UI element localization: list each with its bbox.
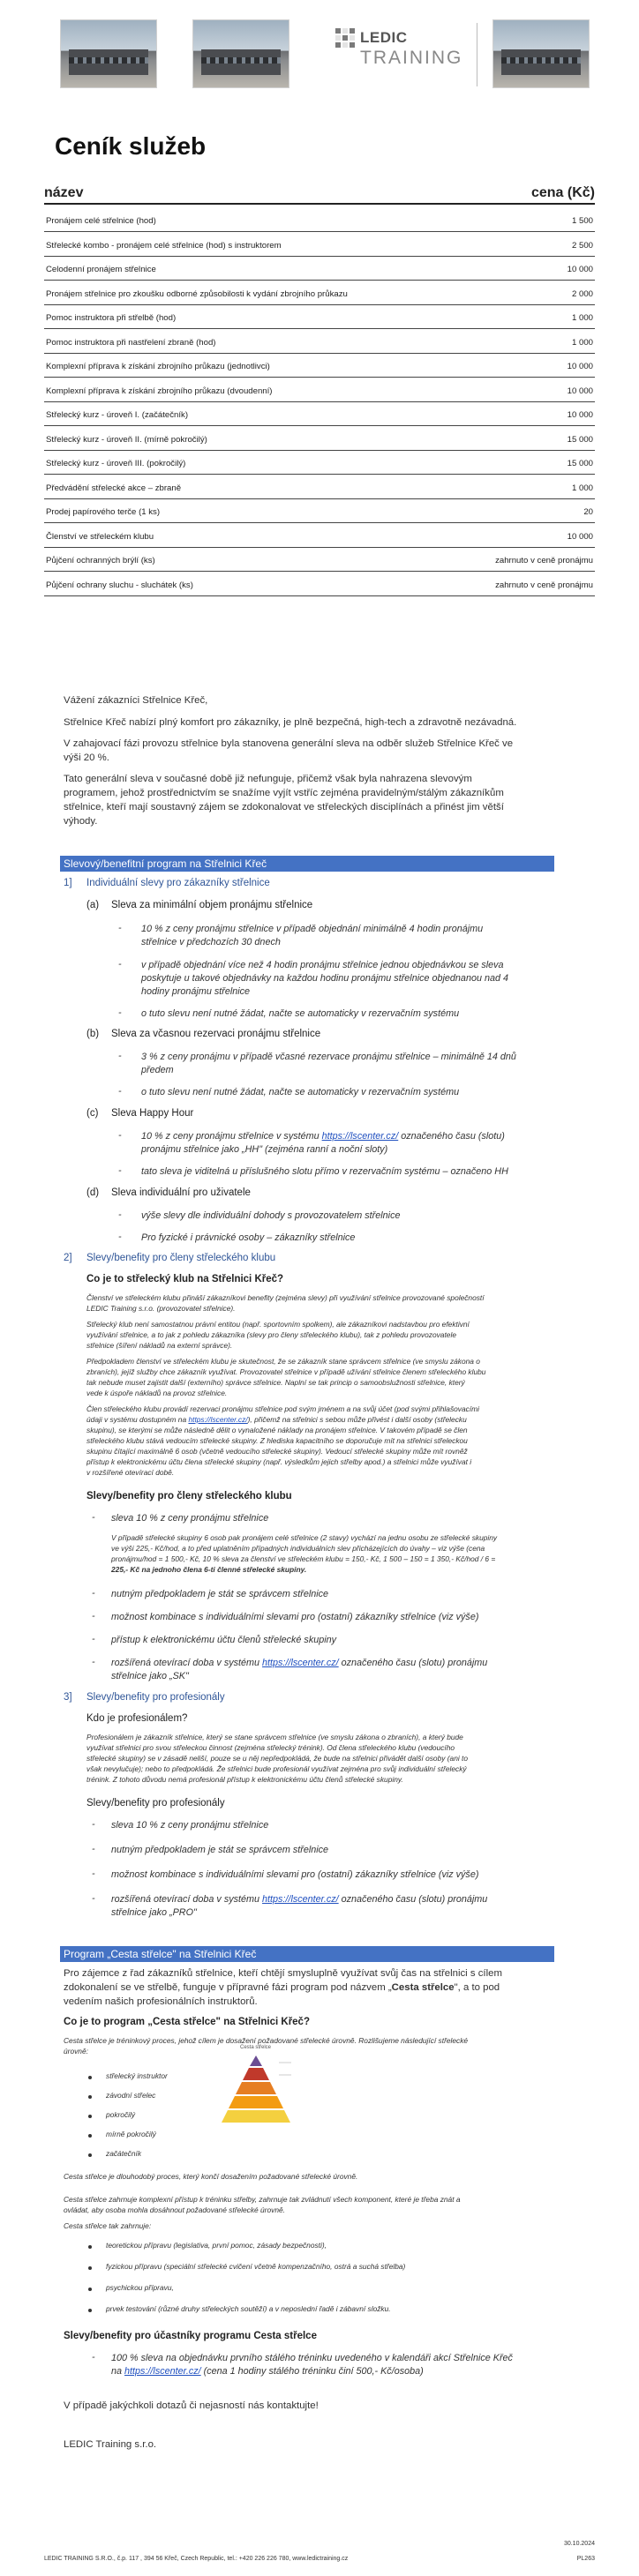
cesta-intro-2-post: ", a to pod — [454, 1982, 500, 1993]
cesta-intro-2-pre: zdokonalení se ve střelbě, funguje v přípravné fázi program pod názvem „ — [64, 1982, 392, 1993]
price-table-row — [44, 402, 595, 426]
price-row-name: Střelecký kurz - úroveň III. (pokročilý) — [46, 459, 186, 468]
section-1-title: Individuální slevy pro zákazníky střelnice — [86, 878, 270, 888]
price-table-row — [44, 573, 595, 596]
cs1-line-1: 100 % sleva na objednávku prvního stálého tréninku uvedeného v kalendáři akcí Střelnice Křeč — [111, 2353, 513, 2363]
club-text-11-pre: údaji v systému dostupném na — [86, 1415, 189, 1424]
pb1-line: sleva 10 % z ceny pronájmu střelnice — [111, 1820, 269, 1831]
bullet-icon — [88, 2095, 92, 2099]
cesta-text-3: Cesta střelce je dlouhodobý proces, který končí dosažením požadované střelecké úrovně. — [64, 2172, 358, 2181]
cb5-text-pre: rozšířená otevírací doba v systému — [111, 1658, 263, 1668]
bullet-icon — [88, 2153, 92, 2157]
subsection-a-title: Sleva za minimální objem pronájmu střelnice — [111, 900, 313, 910]
pb4-line-1 — [111, 1893, 487, 1906]
cesta-component-item: teoretickou přípravu (legislativa, první pomoc, zásady bezpečnosti), — [106, 2241, 327, 2250]
subsection-d-title: Sleva individuální pro uživatele — [111, 1187, 251, 1198]
club-text-9: vede k úspoře nákladů na provoz střelnice. — [86, 1389, 228, 1397]
dash-c2: - — [118, 1165, 122, 1176]
letter-paragraph-3-line-1: Tato generální sleva v současné době již nefunguje, přičemž však byla nahrazena slevovým — [64, 774, 472, 784]
club-text-8: tak nebude muset zajistit další (externího) správce střelnice. Naplní se tak princip o samoobslužnosti střelnice, který — [86, 1378, 465, 1387]
footer-date: 30.10.2024 — [563, 2541, 595, 2547]
price-row-name: Členství ve střeleckém klubu — [46, 531, 154, 542]
b1-line-1: 3 % z ceny pronájmu v případě včasné rezervace pronájmu střelnice – minimálně 14 dnů — [141, 1052, 516, 1062]
price-row-name: Prodej papírového terče (1 ks) — [46, 507, 161, 517]
price-row-price: 1 000 — [571, 313, 593, 323]
price-table-row — [44, 476, 595, 499]
cesta-benefits-title: Slevy/benefity pro účastníky programu Cesta střelce — [64, 2331, 317, 2341]
pro-benefits-title: Slevy/benefity pro profesionály — [86, 1798, 225, 1808]
club-text-4: využívání střelnice, a to jak z pohledu zákazníka (slevy pro členy střeleckého klubu), tak z pohledu provozovatele — [86, 1330, 456, 1339]
price-row-name: Půjčení ochranných brýlí (ks) — [46, 556, 155, 565]
cesta-component-item: prvek testování (různé druhy střeleckých soutěží) a v neposlední řadě i zábavní složku. — [106, 2304, 391, 2313]
price-row-price: 10 000 — [567, 362, 593, 371]
price-table-row — [44, 427, 595, 451]
section-bar-cesta-strelce: Program „Cesta střelce" na Střelnici Křeč — [60, 1946, 554, 1962]
a2-line-3: hodiny pronájmu střelnice — [141, 986, 251, 997]
cesta-level-item: závodní střelec — [106, 2091, 156, 2100]
price-table-col-name: název — [44, 185, 84, 200]
price-row-name: Půjčení ochrany sluchu - sluchátek (ks) — [46, 580, 193, 590]
cesta-text-4: Cesta střelce zahrnuje komplexní přístup k tréninku střelby, zahrnuje tak zvládnutí všech komponent, které je třeba znát a — [64, 2195, 461, 2204]
dash-pb2: - — [92, 1844, 95, 1854]
section-2-title: Slevy/benefity pro členy střeleckého klubu — [86, 1253, 276, 1263]
cb3-line: možnost kombinace s individuálními slevami pro (ostatní) zákazníky střelnice (viz výše) — [111, 1612, 479, 1622]
club-text-14: skupinu čítající maximálně 6 osob (včetně vedoucího střelecké skupiny). Vedoucí střelecké skupiny může mít rovněž — [86, 1447, 468, 1456]
price-row-price: 10 000 — [567, 410, 593, 420]
price-row-price: 15 000 — [567, 434, 593, 445]
club-text-6: Předpokladem členství ve střeleckém klubu je skutečnost, že se zákazník stane správcem střelnice (ve smyslu zákona o — [86, 1357, 480, 1366]
price-row-name: Pronájem střelnice pro zkoušku odborné způsobilosti k vydání zbrojního průkazu — [46, 288, 348, 299]
price-row-name: Střelecký kurz - úroveň I. (začátečník) — [46, 410, 189, 420]
club-text-12: skupinu), se kterými se může následně dělit o vynaložené náklady na pronájem střelnice. V takovém případě se člen — [86, 1426, 468, 1434]
cesta-question: Co je to program „Cesta střelce" na Střelnici Křeč? — [64, 2017, 310, 2027]
price-table-row — [44, 330, 595, 354]
price-row-name: Pomoc instruktora při nastřelení zbraně (hod) — [46, 337, 216, 348]
price-row-price: 10 000 — [567, 265, 593, 274]
price-row-price: 15 000 — [567, 459, 593, 468]
price-row-price: 1 000 — [571, 337, 593, 348]
subsection-d-label: (d) — [86, 1187, 100, 1198]
c1-line-2: pronájmu střelnice jako „HH" (zejména ranní a noční sloty) — [141, 1144, 388, 1155]
price-row-price: 20 — [583, 507, 593, 517]
section-2-number: 2] — [64, 1253, 72, 1263]
c1-line-1 — [141, 1130, 505, 1142]
bullet-icon — [88, 2134, 92, 2138]
price-table-row — [44, 548, 595, 572]
price-row-name: Komplexní příprava k získání zbrojního průkazu (jednotlivci) — [46, 362, 270, 371]
dash-b2: - — [118, 1086, 122, 1097]
bullet-icon — [88, 2288, 92, 2291]
club-text-16: v rozšířené otevírací době. — [86, 1468, 175, 1477]
section-3-title: Slevy/benefity pro profesionály — [86, 1692, 225, 1703]
cs1-line-2 — [111, 2365, 424, 2378]
section-1-number: 1] — [64, 878, 72, 888]
price-table-row — [44, 378, 595, 402]
footer-code: PL263 — [576, 2556, 595, 2562]
letter-greeting: Vážení zákazníci Střelnice Křeč, — [64, 695, 208, 706]
letter-paragraph-3-line-3: střelnice, kteří mají soustavný zájem se zdokonalovat ve střeleckých disciplínách a přinést jim větší — [64, 802, 504, 812]
club-question: Co je to střelecký klub na Střelnici Křeč? — [86, 1274, 284, 1284]
pro-text-1: Profesionálem je zákazník střelnice, který se stane správcem střelnice (ve smyslu zákona o zbraních), a který bude — [86, 1733, 463, 1741]
price-table-row — [44, 233, 595, 257]
c2-line: tato sleva je viditelná u příslušného slotu přímo v rezervačním systému – označeno HH — [141, 1166, 508, 1177]
section-3-number: 3] — [64, 1692, 72, 1703]
subsection-c-label: (c) — [86, 1108, 99, 1119]
club-text-3: Střelecký klub není samostatnou právní entitou (např. sportovním spolkem), ale zákazníkovi nadstavbou pro efektivní — [86, 1320, 470, 1329]
price-row-price: zahrnuto v ceně pronájmu — [495, 556, 593, 565]
cesta-level-item: pokročilý — [106, 2110, 136, 2119]
price-table-row — [44, 354, 595, 378]
cb1-line: sleva 10 % z ceny pronájmu střelnice — [111, 1513, 269, 1524]
pro-text-5: trénink. Z tohoto důvodu nemá profesionál přístup k elektronickému účtu členů střelecké skupiny. — [86, 1775, 403, 1784]
dash-c1: - — [118, 1130, 122, 1141]
pb3-line: možnost kombinace s individuálními slevami pro (ostatní) zákazníky střelnice (viz výše) — [111, 1869, 479, 1880]
cesta-pyramid-caption: Cesta střelce — [240, 2045, 272, 2050]
price-table-row — [44, 451, 595, 475]
header-photo-right — [492, 19, 590, 88]
club-text-11 — [86, 1415, 467, 1426]
cesta-level-item: střelecký instruktor — [106, 2071, 168, 2080]
dash-cb5: - — [92, 1657, 95, 1667]
pro-text-4: však nevylučuje); nebo to předpokládá. Že střelnici bude profesionál využívat zejména pro svůj individuální střelecký — [86, 1764, 467, 1773]
dash-d1: - — [118, 1209, 122, 1220]
price-table-row — [44, 257, 595, 281]
pyramid-tier-2 — [243, 2068, 269, 2080]
club-text-2: LEDIC Training s.r.o. (provozovatel střelnice). — [86, 1304, 236, 1313]
cesta-pyramid-graphic — [221, 2054, 291, 2126]
a3-line: o tuto slevu není nutné žádat, načte se automaticky v rezervačním systému — [141, 1008, 460, 1019]
price-row-name: Celodenní pronájem střelnice — [46, 265, 156, 274]
lscenter-link-club[interactable]: https://lscenter.cz/ — [188, 1415, 248, 1424]
price-table-header — [44, 183, 595, 205]
bullet-icon — [88, 2115, 92, 2118]
dash-cb3: - — [92, 1611, 95, 1621]
dash-pb1: - — [92, 1819, 95, 1830]
cb1-example-4: 225,- Kč na jednoho člena 6-ti členné střelecké skupiny. — [111, 1565, 307, 1574]
letter-paragraph-3-line-4: výhody. — [64, 816, 98, 827]
a1-line-2: střelnice v předchozích 30 dnech — [141, 937, 281, 947]
cesta-component-item: fyzickou přípravu (speciální střelecké cvičení včetně kompenzačního, ostrá a suchá střelba) — [106, 2262, 406, 2271]
price-row-price: 1 500 — [571, 216, 593, 226]
logo-mark-icon — [335, 28, 355, 48]
letter-paragraph-2-line-2: výši 20 %. — [64, 753, 109, 763]
dash-a2: - — [118, 959, 122, 970]
pyramid-tier-5 — [222, 2110, 290, 2123]
logo-text-training: TRAINING — [360, 48, 463, 68]
pyramid-tier-1 — [250, 2056, 262, 2066]
b2-line: o tuto slevu není nutné žádat, načte se automaticky v rezervačním systému — [141, 1087, 460, 1097]
dash-pb4: - — [92, 1893, 95, 1904]
footer-company: LEDIC TRAINING S.R.O., č.p. 117 , 394 56 Křeč, Czech Republic, tel.: +420 226 226 780, www.ledictraining.cz — [44, 2556, 349, 2562]
pb4-text-pre: rozšířená otevírací doba v systému — [111, 1894, 263, 1905]
dash-a1: - — [118, 923, 122, 933]
subsection-c-title: Sleva Happy Hour — [111, 1108, 194, 1119]
lscenter-link-pro-hours[interactable]: https://lscenter.cz/ — [262, 1894, 339, 1905]
letter-paragraph-2-line-1: V zahajovací fázi provozu střelnice byla stanovena generální sleva na odběr služeb Střelnice Křeč ve — [64, 738, 514, 749]
cesta-text-5: ovládat, aby osoba mohla dosáhnout požadované střelecké úrovně. — [64, 2205, 285, 2214]
club-benefits-title: Slevy/benefity pro členy střeleckého klubu — [86, 1491, 292, 1501]
c1-text-pre: 10 % z ceny pronájmu střelnice v systému — [141, 1131, 322, 1142]
cb5-line-2: střelnice jako „SK" — [111, 1671, 189, 1681]
cb1-example-1: V případě střelecké skupiny 6 osob pak pronájem celé střelnice (2 stavy) vychází na jednu osobu ze střelecké skupiny — [111, 1533, 498, 1542]
dash-a3: - — [118, 1007, 122, 1018]
dash-cb2: - — [92, 1588, 95, 1599]
bullet-icon — [88, 2245, 92, 2249]
cs1-text-pre: na — [111, 2366, 125, 2377]
cb2-line: nutným předpokladem je stát se správcem střelnice — [111, 1589, 329, 1599]
cb1-example-2: ve výši 225,- Kč/hod, a to před uplatněním případných individuálních slev přicházejících do úvahy – viz výše (cena — [111, 1544, 485, 1553]
club-text-15: přístup k elektronickému účtu člena střelecké skupiny (např. výsledkům jejich střelby apod.) a střelnici může využívat i — [86, 1457, 472, 1466]
bullet-icon — [88, 2266, 92, 2270]
cesta-text-2: úrovně: — [64, 2047, 88, 2056]
pb2-line: nutným předpokladem je stát se správcem střelnice — [111, 1845, 329, 1855]
price-row-name: Pomoc instruktora při střelbě (hod) — [46, 313, 177, 323]
cb5-line-1 — [111, 1657, 487, 1669]
price-table-row — [44, 524, 595, 548]
club-text-5: střelnice (šíření nákladů na externí správce). — [86, 1341, 233, 1350]
subsection-a-label: (a) — [86, 900, 100, 910]
cb1-example-3: pronájmu/hod = 1 500,- Kč, 10 % sleva za členství ve střeleckém klubu = 150,- Kč, 1 500 – 150 = 1 350,- Kč/hod / 6 = — [111, 1554, 496, 1563]
header-photo-left — [60, 19, 157, 88]
price-row-price: 1 000 — [571, 483, 593, 493]
price-row-name: Střelecký kurz - úroveň II. (mírně pokročilý) — [46, 434, 207, 445]
club-text-10: Člen střeleckého klubu provádí rezervaci pronájmu střelnice pod svým jménem a na svůj účet (pod svými přihlašovacími — [86, 1404, 479, 1413]
price-row-price: 2 000 — [571, 288, 593, 299]
pro-text-3: střelecké skupiny) se v zásadě neliší, pouze se u něj nepředpokládá, že bude na střelnici přivádět další osoby (ani to — [86, 1754, 469, 1763]
a1-line-1: 10 % z ceny pronájmu střelnice v případě objednání minimálně 4 hodin pronájmu — [141, 924, 484, 934]
signature: LEDIC Training s.r.o. — [64, 2439, 157, 2450]
pyramid-tier-4 — [229, 2096, 283, 2108]
d1-line: výše slevy dle individuální dohody s provozovatelem střelnice — [141, 1210, 401, 1221]
dash-pb3: - — [92, 1868, 95, 1879]
cesta-text-6: Cesta střelce tak zahrnuje: — [64, 2221, 152, 2230]
club-text-11-post: ), přičemž na střelnici s sebou může přivést i další osoby (střelecku — [247, 1415, 467, 1424]
price-row-name: Komplexní příprava k získání zbrojního průkazu (dvoudenní) — [46, 386, 273, 396]
c1-text-post: označeného času (slotu) — [398, 1131, 505, 1142]
price-row-price: zahrnuto v ceně pronájmu — [495, 580, 593, 590]
dash-d2: - — [118, 1232, 122, 1242]
price-table-row — [44, 208, 595, 232]
club-text-1: Členství ve střeleckém klubu přináší zákazníkovi benefity (zejména slevy) při využívání střelnice provozované společností — [86, 1293, 485, 1302]
header-photo-middle — [192, 19, 289, 88]
cb5-text-post: označeného času (slotu) pronájmu — [338, 1658, 488, 1668]
d2-line: Pro fyzické i právnické osoby – zákazníky střelnice — [141, 1232, 356, 1243]
bullet-icon — [88, 2309, 92, 2312]
club-text-13: střeleckého klubu stává vedoucím střelecké skupiny. Z hlediska kapacitního se doporučuje mít na střelnici střeleckou — [86, 1436, 468, 1445]
bullet-icon — [88, 2076, 92, 2079]
price-table-row — [44, 305, 595, 329]
pro-question: Kdo je profesionálem? — [86, 1713, 188, 1724]
price-row-name: Předvádění střelecké akce – zbraně — [46, 483, 182, 493]
cesta-level-item: mírně pokročilý — [106, 2130, 156, 2138]
club-text-7: zbraních), jejíž služby chce zákazník využívat. Provozovatel střelnice v případě užívání střelnice členem střeleckého klubu — [86, 1367, 486, 1376]
price-row-price: 10 000 — [567, 386, 593, 396]
a2-line-2: poskytuje u takové objednávky na každou hodinu pronájmu střelnice objednanou nad 4 — [141, 973, 508, 984]
subsection-b-title: Sleva za včasnou rezervaci pronájmu střelnice — [111, 1029, 321, 1039]
lscenter-link-c1[interactable]: https://lscenter.cz/ — [321, 1131, 399, 1142]
page-title: Ceník služeb — [55, 132, 207, 160]
b1-line-2: předem — [141, 1065, 174, 1075]
dash-cb1: - — [92, 1512, 95, 1523]
cesta-level-item: začátečník — [106, 2149, 142, 2158]
section-bar-discount-program: Slevový/benefitní program na Střelnici Křeč — [60, 856, 554, 872]
pro-text-2: využívat střelnici pro svou střeleckou činnost (zejména střelecký trénink). Od člena střeleckého klubu (vedoucího — [86, 1743, 455, 1752]
price-table-row — [44, 281, 595, 305]
dash-cs1: - — [92, 2352, 95, 2363]
cesta-intro-2 — [64, 1981, 558, 1995]
letter-paragraph-1: Střelnice Křeč nabízí plný komfort pro zákazníky, je plně bezpečná, high-tech a zdravotně nezávadná. — [64, 717, 517, 728]
price-table-row — [44, 499, 595, 523]
a2-line-1: v případě objednání více než 4 hodin pronájmu střelnice jednou objednávkou se sleva — [141, 960, 504, 970]
cesta-intro-3: vedením našich profesionálních instruktorů. — [64, 1996, 258, 2007]
price-row-name: Pronájem celé střelnice (hod) — [46, 216, 156, 226]
cesta-intro-2-bold: Cesta střelce — [391, 1982, 455, 1993]
price-row-price: 10 000 — [567, 531, 593, 542]
pyramid-tier-3 — [236, 2082, 276, 2094]
dash-b1: - — [118, 1051, 122, 1061]
lscenter-link-club-hours[interactable]: https://lscenter.cz/ — [262, 1658, 339, 1668]
dash-cb4: - — [92, 1634, 95, 1644]
cesta-text-1: Cesta střelce je tréninkový proces, jehož cílem je dosažení požadované střelecké úrovně. Rozlišujeme následující střelecké — [64, 2036, 469, 2045]
pb4-line-2: střelnice jako „PRO" — [111, 1907, 197, 1918]
price-table-col-price: cena (Kč) — [530, 185, 595, 200]
price-row-name: Střelecké kombo - pronájem celé střelnice (hod) s instruktorem — [46, 240, 282, 251]
lscenter-link-cesta[interactable]: https://lscenter.cz/ — [124, 2366, 201, 2377]
letter-paragraph-3-line-2: programem, jehož prostřednictvím se snažíme vyjít vstříc zejména pravidelným/stálým zákazníkům — [64, 788, 504, 798]
logo-text-ledic: LEDIC — [360, 29, 408, 46]
cesta-component-item: psychickou přípravu, — [106, 2283, 174, 2292]
pb4-text-post: označeného času (slotu) pronájmu — [338, 1894, 488, 1905]
subsection-b-label: (b) — [86, 1029, 100, 1039]
cs1-text-post: (cena 1 hodiny stálého tréninku činí 500,- Kč/osoba) — [200, 2366, 424, 2377]
price-row-price: 2 500 — [571, 240, 593, 251]
cb4-line: přístup k elektronickému účtu členů střelecké skupiny — [111, 1635, 337, 1645]
cesta-intro-1: Pro zájemce z řad zákazníků střelnice, kteří chtějí smysluplně využívat svůj čas na střelnici s cílem — [64, 1968, 502, 1979]
contact-line: V případě jakýchkoli dotazů či nejasností nás kontaktujte! — [64, 2400, 319, 2411]
